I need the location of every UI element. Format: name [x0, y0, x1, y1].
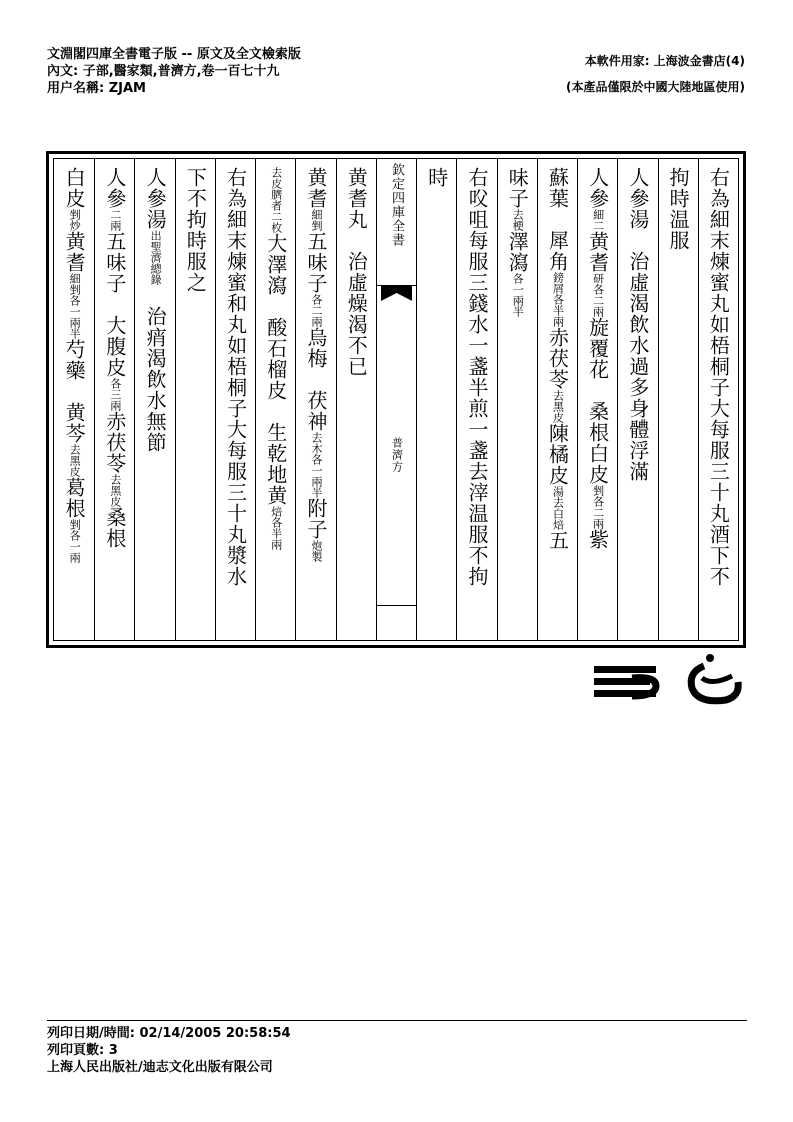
annotation-note: 細剉 — [310, 209, 324, 231]
main-text: 味子 — [505, 167, 530, 209]
annotation-note: 焙各半兩 — [269, 506, 283, 550]
column-text — [258, 167, 294, 550]
column-text — [56, 167, 92, 563]
annotation-note: 剉各一兩 — [68, 519, 82, 563]
annotation-note: 去梗 — [511, 209, 525, 231]
main-text — [626, 230, 650, 251]
main-text — [264, 401, 288, 422]
main-text: 右為細末煉蜜丸如梧桐子大每服三十丸酒下不 — [706, 167, 731, 587]
header-content-path: 內文: 子部,醫家類,普濟方,卷一百七十九 — [47, 64, 280, 79]
annotation-note: 去皮臍者二枚 — [269, 167, 283, 233]
print-date: 02/14/2005 20:58:54 — [139, 1026, 291, 1041]
print-date-line — [47, 1025, 291, 1042]
annotation-note: 細二 — [591, 209, 605, 231]
header-region-notice: (本產品僅限於中國大陸地區使用) — [566, 80, 745, 94]
column-text — [660, 167, 696, 251]
margin-title: 欽定四庫全書 — [389, 163, 404, 247]
main-text: 赤茯苓 — [102, 411, 127, 474]
main-text — [586, 380, 610, 401]
main-text: 黄耆 — [585, 231, 610, 273]
main-text: 茯神 — [304, 390, 329, 432]
column-text — [700, 167, 736, 587]
column-text — [419, 167, 455, 188]
main-text: 拘時温服 — [666, 167, 691, 251]
main-text: 人參 — [585, 167, 610, 209]
column-text — [539, 167, 575, 551]
main-text: 治痟渴飲水無節 — [143, 306, 168, 453]
main-text: 人參湯 — [143, 167, 168, 230]
annotation-note: 湯去白焙 — [551, 486, 565, 530]
margin-column — [376, 159, 416, 640]
main-text — [62, 381, 86, 402]
footer-rule — [47, 1020, 747, 1021]
main-text: 陳橘皮 — [545, 423, 570, 486]
main-text: 蘇葉 — [545, 167, 570, 209]
text-frame — [53, 158, 739, 641]
main-text: 烏梅 — [304, 327, 329, 369]
text-column — [617, 159, 657, 640]
column-text — [177, 167, 213, 293]
text-column — [255, 159, 295, 640]
main-text: 人參湯 — [625, 167, 650, 230]
annotation-note: 炮製 — [310, 540, 324, 562]
column-text — [499, 167, 535, 317]
main-text: 黄耆丸 — [344, 167, 369, 230]
main-text: 赤茯苓 — [545, 327, 570, 390]
text-column — [336, 159, 376, 640]
column-text — [338, 167, 374, 377]
annotation-note: 去黑皮 — [68, 444, 82, 477]
column-text — [97, 167, 133, 549]
text-column — [54, 159, 94, 640]
publisher-line: 上海人民出版社/迪志文化出版有限公司 — [47, 1060, 273, 1075]
main-text: 紫 — [585, 529, 610, 550]
main-text: 桑根 — [102, 507, 127, 549]
book-page — [46, 151, 746, 648]
text-column — [456, 159, 496, 640]
main-text: 葛根 — [62, 477, 87, 519]
annotation-note: 剉各二兩 — [591, 485, 605, 529]
main-text: 右為細末煉蜜和丸如梧桐子大每服三十丸漿水 — [223, 167, 248, 587]
annotation-note: 各一兩半 — [511, 273, 525, 317]
main-text: 五味子 — [304, 231, 329, 294]
main-text: 附子 — [304, 498, 329, 540]
main-text: 澤瀉 — [505, 231, 530, 273]
main-text — [143, 285, 167, 306]
annotation-note: 研各二兩 — [591, 273, 605, 317]
annotation-note: 剉炒 — [68, 209, 82, 231]
main-text: 生乾地黄 — [263, 422, 288, 506]
main-text — [103, 294, 127, 315]
main-text — [304, 369, 328, 390]
text-column — [295, 159, 335, 640]
annotation-note: 各三兩 — [108, 378, 122, 411]
text-column — [698, 159, 738, 640]
column-text — [298, 167, 334, 562]
pages-line — [47, 1042, 291, 1059]
column-text — [620, 167, 656, 482]
column-text — [137, 167, 173, 453]
text-column — [577, 159, 617, 640]
fish-tail-mark — [381, 285, 412, 301]
main-text: 右㕮咀每服三錢水一盞半煎一盞去滓温服不拘 — [464, 167, 489, 587]
publisher-logo — [592, 652, 742, 714]
header-username: 用户名稱: ZJAM — [47, 81, 146, 96]
text-column — [537, 159, 577, 640]
main-text — [264, 296, 288, 317]
main-text: 治虛燥渴不已 — [344, 251, 369, 377]
annotation-note: 去黑皮 — [108, 474, 122, 507]
annotation-note: 細剉各一兩半 — [68, 273, 82, 339]
annotation-note: 鎊屑各半兩 — [551, 272, 565, 327]
main-text: 五味子 — [102, 231, 127, 294]
annotation-note: 出聖濟總錄 — [149, 230, 163, 285]
main-text: 五 — [545, 530, 570, 551]
header-left — [47, 46, 301, 97]
print-date-label: 列印日期/時間: — [47, 1026, 135, 1041]
footer — [47, 1025, 291, 1076]
main-text: 大腹皮 — [102, 315, 127, 378]
main-text: 黄耆 — [304, 167, 329, 209]
text-column — [215, 159, 255, 640]
text-column — [658, 159, 698, 640]
text-column — [134, 159, 174, 640]
text-column — [416, 159, 456, 640]
main-text: 大 — [263, 233, 288, 254]
main-text: 下不拘時服之 — [183, 167, 208, 293]
main-text: 人參 — [102, 167, 127, 209]
main-text: 黄芩 — [62, 402, 87, 444]
margin-section-title: 普濟方 — [390, 437, 404, 473]
main-text: 酸石榴皮 — [263, 317, 288, 401]
main-text: 治虛渴飲水過多身體浮滿 — [625, 251, 650, 482]
column-text — [459, 167, 495, 587]
main-text: 芍藥 — [62, 339, 87, 381]
main-text: 澤瀉 — [263, 254, 288, 296]
text-column — [94, 159, 134, 640]
main-text: 犀角 — [545, 230, 570, 272]
header-licensee: 本軟件用家: 上海波金書店(4) — [584, 54, 745, 68]
main-text: 旋覆花 — [585, 317, 610, 380]
main-text — [545, 209, 569, 230]
pages-count: 3 — [108, 1043, 118, 1058]
main-text: 白皮 — [62, 167, 87, 209]
main-text: 桑根白皮 — [585, 401, 610, 485]
main-text: 時 — [424, 167, 449, 188]
margin-rule-bottom — [377, 605, 416, 606]
annotation-note: 去木各一兩半 — [310, 432, 324, 498]
annotation-note: 去黑皮 — [551, 390, 565, 423]
column-text — [218, 167, 254, 587]
annotation-note: 二兩 — [108, 209, 122, 231]
header-right — [566, 48, 745, 100]
main-text — [344, 230, 368, 251]
column-text — [580, 167, 616, 550]
text-column — [175, 159, 215, 640]
header-title: 文淵閣四庫全書電子版 -- 原文及全文檢索版 — [47, 47, 301, 62]
main-text: 黄耆 — [62, 231, 87, 273]
pages-label: 列印頁數: — [47, 1043, 105, 1058]
annotation-note: 各二兩 — [310, 294, 324, 327]
text-column — [497, 159, 537, 640]
